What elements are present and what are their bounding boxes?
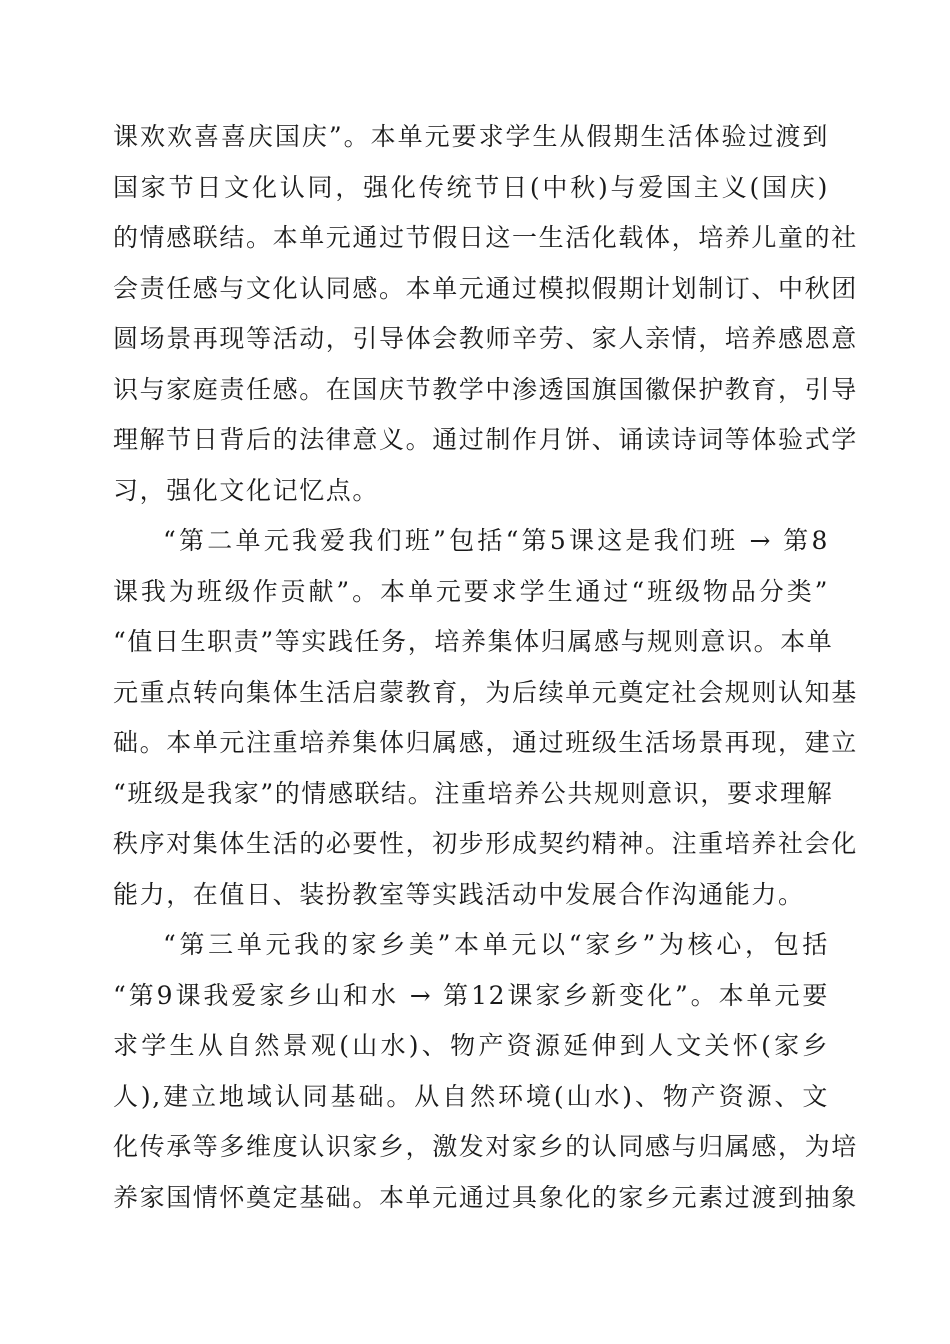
text-line: 习，强化文化记忆点。 bbox=[113, 475, 380, 505]
text-line: 会责任感与文化认同感。本单元通过模拟假期计划制订、中秋团 bbox=[113, 273, 858, 303]
text-line: “值日生职责”等实践任务，培养集体归属感与规则意识。本单 bbox=[113, 627, 834, 656]
text-line: “第三单元我的家乡美”本单元以“家乡”为核心，包括 bbox=[163, 930, 829, 959]
text-line: 求学生从自然景观(山水)、物产资源延伸到人文关怀(家乡 bbox=[113, 1031, 829, 1060]
body-text bbox=[113, 112, 858, 1223]
text-line: 圆场景再现等活动，引导体会教师辛劳、家人亲情，培养感恩意 bbox=[113, 324, 858, 353]
text-line: 础。本单元注重培养集体归属感，通过班级生活场景再现，建立 bbox=[113, 728, 858, 757]
text-line: 课欢欢喜喜庆国庆”。本单元要求学生从假期生活体验过渡到 bbox=[113, 122, 829, 151]
text-line: 人),建立地域认同基础。从自然环境(山水)、物产资源、文 bbox=[113, 1081, 829, 1111]
text-line: 识与家庭责任感。在国庆节教学中渗透国旗国徽保护教育，引导 bbox=[113, 374, 858, 404]
paragraph bbox=[113, 920, 858, 1223]
paragraph bbox=[113, 112, 858, 516]
text-line: “第二单元我爱我们班”包括“第5课这是我们班 → 第8 bbox=[163, 526, 829, 555]
text-line: 秩序对集体生活的必要性，初步形成契约精神。注重培养社会化 bbox=[113, 829, 858, 858]
text-line: 养家国情怀奠定基础。本单元通过具象化的家乡元素过渡到抽象 bbox=[113, 1182, 858, 1212]
text-line: 元重点转向集体生活启蒙教育，为后续单元奠定社会规则认知基 bbox=[113, 677, 858, 707]
paragraph bbox=[113, 516, 858, 920]
text-line: “班级是我家”的情感联结。注重培养公共规则意识，要求理解 bbox=[113, 778, 834, 808]
text-line: 国家节日文化认同，强化传统节日(中秋)与爱国主义(国庆) bbox=[113, 172, 829, 202]
text-line: 化传承等多维度认识家乡，激发对家乡的认同感与归属感，为培 bbox=[113, 1132, 858, 1161]
text-line: 课我为班级作贡献”。本单元要求学生通过“班级物品分类” bbox=[113, 576, 829, 606]
text-line: 的情感联结。本单元通过节假日这一生活化载体，培养儿童的社 bbox=[113, 223, 858, 252]
text-line: “第9课我爱家乡山和水 → 第12课家乡新变化”。本单元要 bbox=[113, 980, 829, 1010]
text-line: 能力，在值日、装扮教室等实践活动中发展合作沟通能力。 bbox=[113, 879, 805, 909]
text-line: 理解节日背后的法律意义。通过制作月饼、诵读诗词等体验式学 bbox=[113, 425, 858, 454]
